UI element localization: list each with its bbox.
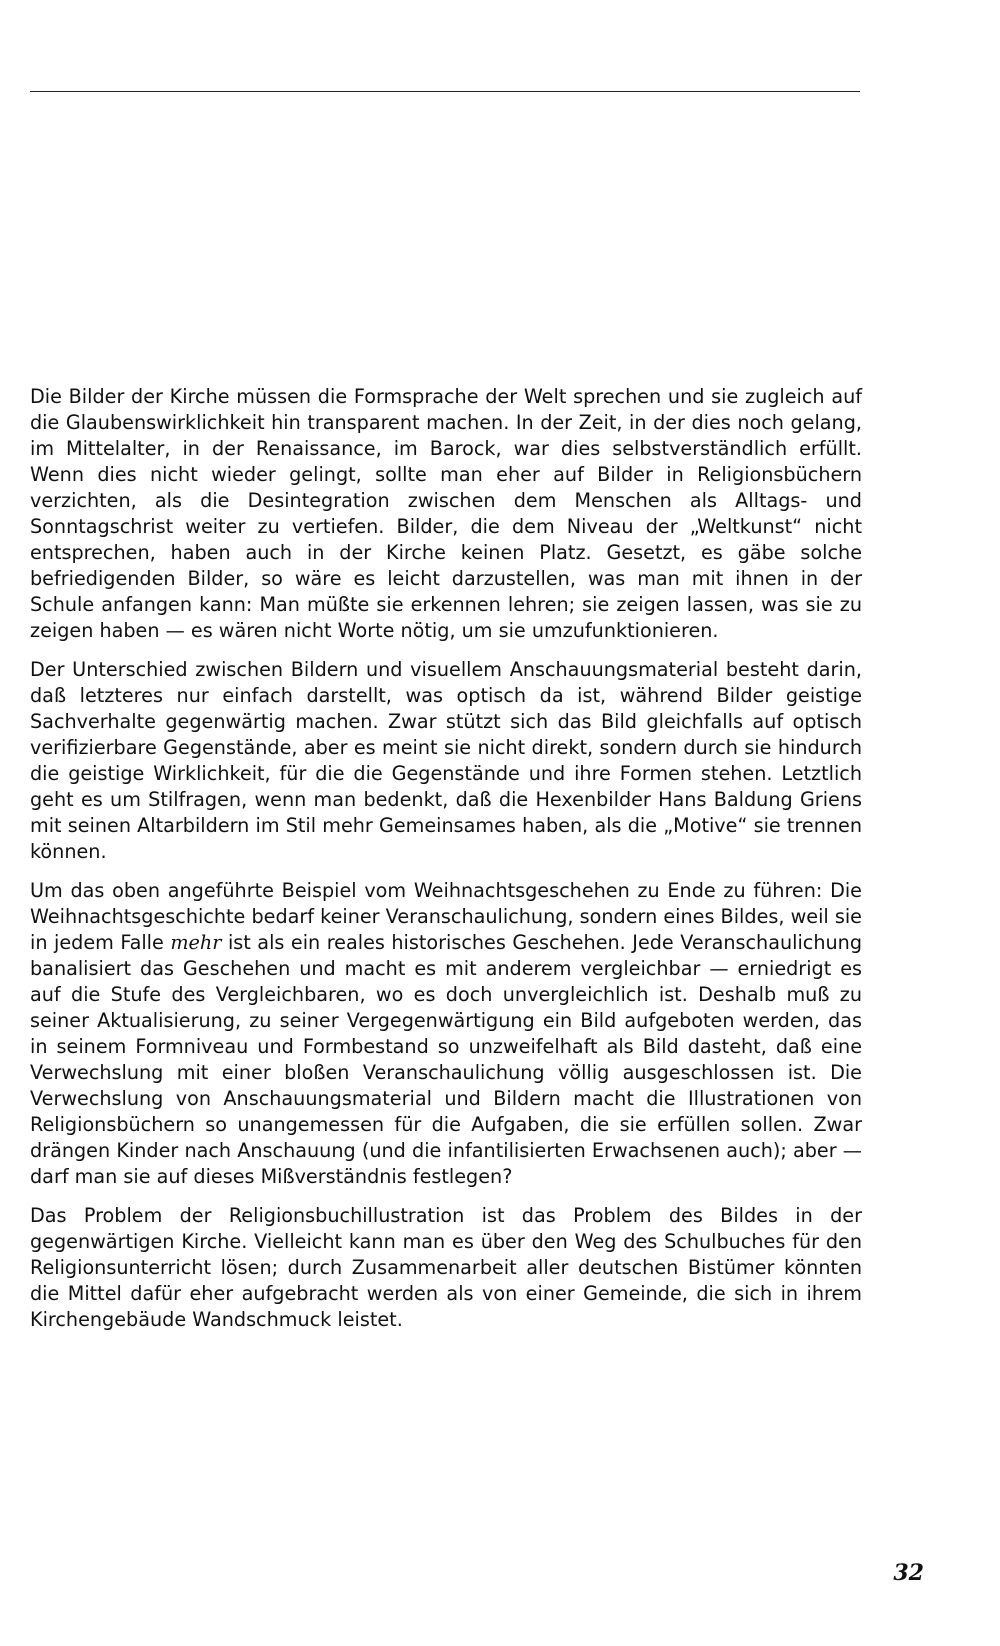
page-number: 32: [893, 1560, 924, 1586]
emphasis-mehr: mehr: [170, 931, 222, 954]
body-text: [30, 384, 862, 1346]
paragraph-2: Der Unterschied zwischen Bildern und visuellem Anschauungsmaterial besteht darin, daß letzteres nur einfach darstellt, was optisch da ist, während Bilder geistige Sachverhalte gegenwärtig machen. Zwar stützt sich das Bild gleichfalls auf optisch verifizierbare Gegenstände, aber es meint sie nicht direkt, sondern durch sie hindurch die geistige Wirklichkeit, für die die Gegenstände und ihre Formen stehen. Letztlich geht es um Stilfragen, wenn man bedenkt, daß die Hexenbilder Hans Baldung Griens mit seinen Altarbildern im Stil mehr Gemeinsames haben, als die „Motive“ sie trennen können.: [30, 658, 862, 863]
header-rule: [30, 91, 860, 92]
paragraph-4: Das Problem der Religionsbuchillustration ist das Problem des Bildes in der gegenwärtigen Kirche. Vielleicht kann man es über den Weg des Schulbuches für den Religionsunterricht lösen; durch Zusammenarbeit aller deutschen Bistümer könnten die Mittel dafür eher aufgebracht werden als von einer Gemeinde, die sich in ihrem Kirchengebäude Wandschmuck leistet.: [30, 1204, 862, 1331]
paragraph-1: Die Bilder der Kirche müssen die Formsprache der Welt sprechen und sie zugleich auf die Glaubenswirklichkeit hin transparent machen. In der Zeit, in der dies noch gelang, im Mittelalter, in der Renaissance, im Barock, war dies selbstverständlich erfüllt. Wenn dies nicht wieder gelingt, sollte man eher auf Bilder in Religionsbüchern verzichten, als die Desintegration zwischen dem Menschen als Alltags- und Sonntagschrist weiter zu vertiefen. Bilder, die dem Niveau der „Weltkunst“ nicht entsprechen, haben auch in der Kirche keinen Platz. Gesetzt, es gäbe solche befriedigenden Bilder, so wäre es leicht darzustellen, was man mit ihnen in der Schule anfangen kann: Man müßte sie erkennen lehren; sie zeigen lassen, was sie zu zeigen haben — es wären nicht Worte nötig, um sie umzufunktionieren.: [30, 385, 862, 642]
paragraph-3: [30, 878, 862, 1190]
paragraph-3-before: Um das oben angeführte Beispiel vom Weihnachtsgeschehen zu Ende zu führen: Die Weihnachtsgeschichte bedarf keiner Veranschaulichung, sondern eines Bildes, weil sie in jedem Falle: [30, 879, 862, 954]
paragraph-3-after: ist als ein reales historisches Geschehen. Jede Veranschaulichung banalisiert das Geschehen und macht es mit anderem vergleichbar — erniedrigt es auf die Stufe des Vergleichbaren, wo es doch unvergleichlich ist. Deshalb muß zu seiner Aktualisierung, zu seiner Vergegenwärtigung ein Bild aufgeboten werden, das in seinem Formniveau und Formbestand so unzweifelhaft als Bild dasteht, daß eine Verwechslung mit einer bloßen Veranschaulichung völlig ausgeschlossen ist. Die Verwechslung von Anschauungsmaterial und Bildern macht die Illustrationen von Religionsbüchern so unangemessen für die Aufgaben, die sie erfüllen sollen. Zwar drängen Kinder nach Anschauung (und die infantilisierten Erwachsenen auch); aber — darf man sie auf dieses Mißverständnis festlegen?: [30, 931, 862, 1188]
